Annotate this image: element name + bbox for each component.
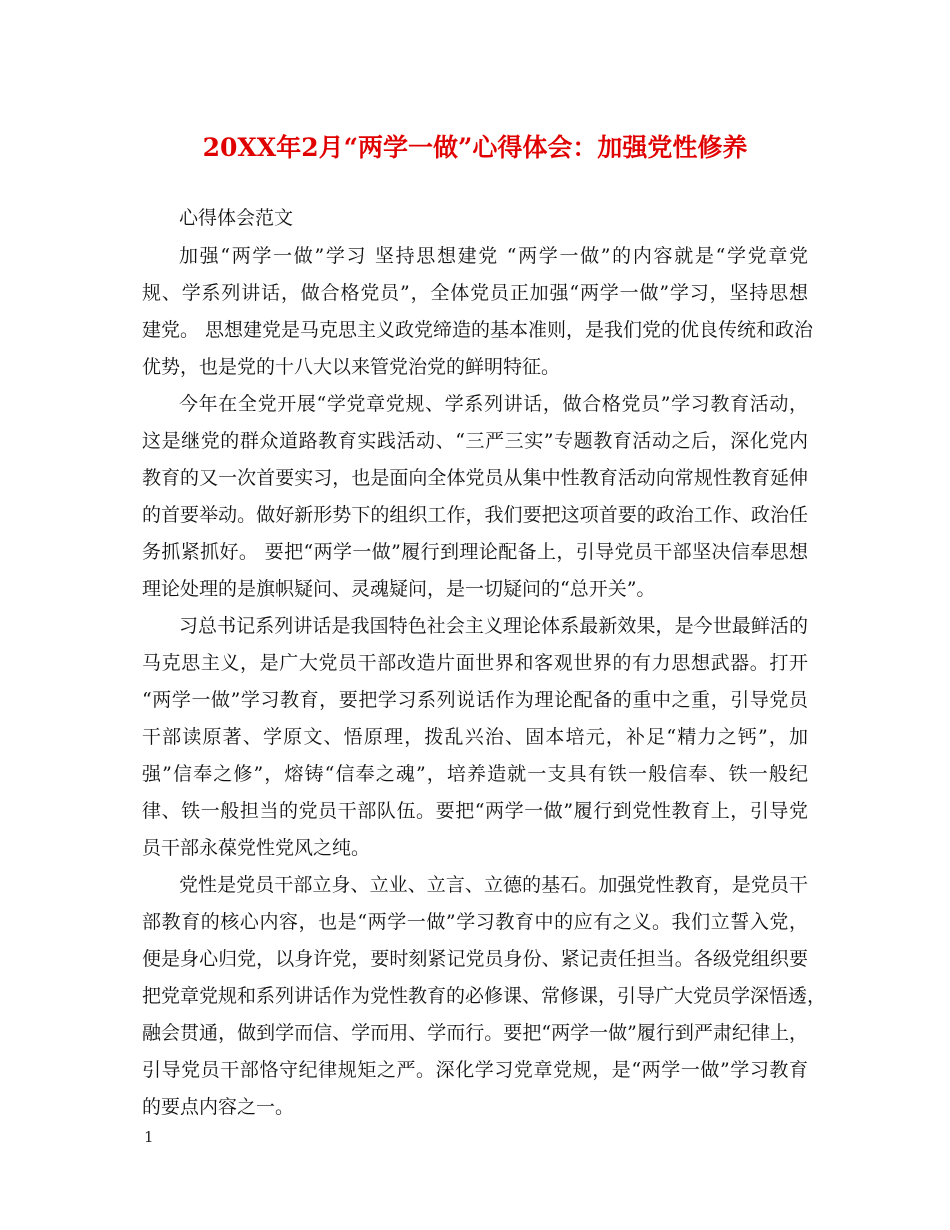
- paragraph-line: 马克思主义，是广大党员干部改造片面世界和客观世界的有力思想武器。打开: [142, 652, 808, 674]
- paragraph-line: 把党章党规和系列讲话作为党性教育的必修课、常修课，引导广大党员学深悟透，: [142, 985, 827, 1007]
- paragraph-line: “两学一做”学习教育，要把学习系列说话作为理论配备的重中之重，引导党员: [142, 689, 808, 711]
- paragraph-line: 干部读原著、学原文、悟原理，拨乱兴治、固本培元，补足“精力之钙”，加: [142, 726, 808, 748]
- paragraph-line: 融会贯通，做到学而信、学而用、学而行。要把“两学一做”履行到严肃纪律上，: [142, 1022, 808, 1044]
- paragraph-line: 习总书记系列讲话是我国特色社会主义理论体系最新效果，是今世最鲜活的: [179, 615, 808, 637]
- paragraph-line: 党性是党员干部立身、立业、立言、立德的基石。加强党性教育，是党员干: [179, 874, 808, 896]
- paragraph-line: 的首要举动。做好新形势下的组织工作，我们要把这项首要的政治工作、政治任: [142, 504, 808, 526]
- paragraph-line: 理论处理的是旗帜疑问、灵魂疑问，是一切疑问的“总开关”。: [142, 578, 656, 600]
- paragraph-line: 加强“两学一做”学习 坚持思想建党 “两学一做”的内容就是“学党章党: [179, 245, 808, 267]
- paragraph-line: 部教育的核心内容，也是“两学一做”学习教育中的应有之义。我们立誓入党，: [142, 911, 808, 933]
- document-title: 20XX年2月“两学一做”心得体会：加强党性修养: [202, 133, 748, 162]
- paragraph-line: 员干部永葆党性党风之纯。: [142, 837, 371, 859]
- paragraph-line: 便是身心归党，以身许党，要时刻紧记党员身份、紧记责任担当。各级党组织要: [142, 948, 808, 970]
- page-number: 1: [144, 1128, 154, 1146]
- category-label: 心得体会范文: [179, 207, 294, 229]
- paragraph-line: 的要点内容之一。: [142, 1096, 295, 1118]
- paragraph-line: 引导党员干部恪守纪律规矩之严。深化学习党章党规，是“两学一做”学习教育: [142, 1059, 808, 1081]
- paragraph-line: 律、铁一般担当的党员干部队伍。要把“两学一做”履行到党性教育上，引导党: [142, 800, 808, 822]
- paragraph-line: 这是继党的群众道路教育实践活动、“三严三实”专题教育活动之后，深化党内: [142, 430, 808, 452]
- paragraph-line: 教育的又一次首要实习，也是面向全体党员从集中性教育活动向常规性教育延伸: [142, 467, 808, 489]
- paragraph-line: 今年在全党开展“学党章党规、学系列讲话，做合格党员”学习教育活动，: [179, 393, 808, 415]
- paragraph-line: 强”信奉之修”，熔铸“信奉之魂”，培养造就一支具有铁一般信奉、铁一般纪: [142, 763, 808, 785]
- paragraph-line: 优势，也是党的十八大以来管党治党的鲜明特征。: [142, 356, 561, 378]
- paragraph-line: 务抓紧抓好。 要把“两学一做”履行到理论配备上，引导党员干部坚决信奉思想: [142, 541, 808, 563]
- paragraph-line: 规、学系列讲话，做合格党员”，全体党员正加强“两学一做”学习，坚持思想: [142, 282, 808, 304]
- paragraph-line: 建党。 思想建党是马克思主义政党缔造的基本准则，是我们党的优良传统和政治: [142, 319, 814, 341]
